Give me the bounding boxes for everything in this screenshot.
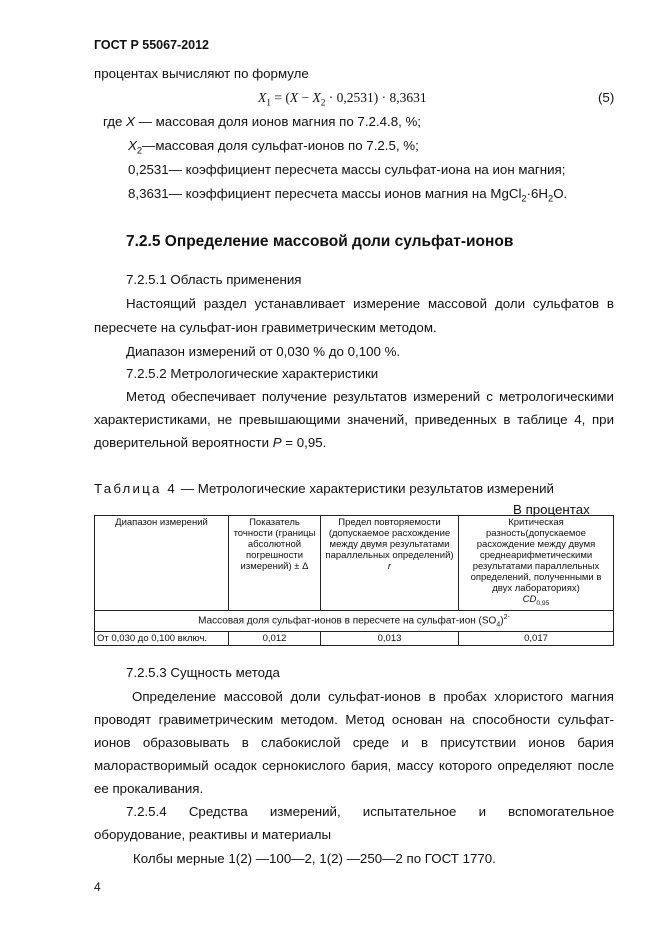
cell-range: От 0,030 до 0,100 включ. <box>95 632 229 646</box>
paragraph-metrology-line-3 <box>94 435 326 451</box>
paragraph-equipment-line-1: 7.2.5.4 Средства измерений, испытательное и вспомогательное <box>126 804 615 819</box>
paragraph-range: Диапазон измерений от 0,030 % до 0,100 %. <box>126 344 401 359</box>
span-text-pre: Массовая доля сульфат-ионов в пересчете на сульфат-ион (SO <box>198 615 497 627</box>
formula-rhs-x2: X <box>312 90 321 105</box>
where-text-4-mid: ·6H <box>526 186 549 201</box>
paragraph-metrology-title: 7.2.5.2 Метрологические характеристики <box>126 366 379 381</box>
where-text-2: —массовая доля сульфат-ионов по 7.2.5, %; <box>142 138 419 153</box>
where-sub-1: 2 <box>521 193 527 204</box>
table-span-cell <box>95 610 614 631</box>
where-sym-x2: X <box>128 138 137 153</box>
where-line-2 <box>128 138 419 159</box>
paragraph-scope-title: 7.2.5.1 Область применения <box>126 272 302 287</box>
cell-accuracy: 0,012 <box>229 632 321 646</box>
col-header-repeatability-sym: r <box>387 561 392 572</box>
metrology-sym-p: P <box>272 435 282 450</box>
metrology-text-pre: доверительной вероятности <box>94 435 273 450</box>
where-pre: где <box>103 114 127 129</box>
col-header-critical <box>459 516 614 611</box>
page-number: 4 <box>94 880 101 894</box>
where-sub-2: 2 <box>548 193 554 204</box>
paragraph-essence-line-1: Определение массовой доли сульфат-ионов в пробах хлористого магния <box>132 689 614 704</box>
formula-number: (5) <box>598 90 615 105</box>
span-text-post: ) <box>500 615 504 627</box>
formula-rhs-x: X <box>289 90 299 105</box>
cell-critical: 0,017 <box>459 632 614 646</box>
paragraph-scope-line-2: пересчете на сульфат-ион гравиметрическим методом. <box>94 320 437 335</box>
col-header-repeatability-text: Предел повторяемости (допускаемое расхождение между двумя результатами параллельных определений) <box>325 517 454 561</box>
col-header-critical-sub: 0,95 <box>536 599 550 607</box>
paragraph-metrology-line-1: Метод обеспечивает получение результатов измерений с метрологическими <box>126 389 614 404</box>
col-header-repeatability <box>321 516 459 611</box>
table-unit: В процентах <box>513 502 590 517</box>
col-header-critical-sym: CD <box>522 594 537 605</box>
where-sym-x: X <box>126 114 135 129</box>
table-span-row <box>95 610 614 631</box>
span-sub: 4 <box>496 621 501 629</box>
paragraph-essence-title: 7.2.5.3 Сущность метода <box>126 665 280 680</box>
intro-text: процентах вычисляют по формуле <box>94 66 309 81</box>
where-line-3: 0,2531— коэффициент пересчета массы сульфат-иона на ион магния; <box>128 162 566 177</box>
formula-rhs-pre: = ( <box>270 90 290 105</box>
col-header-critical-text: Критическая разность(допускаемое расхождение между двумя среднеарифметическими результатами параллельных определений, полученными в двух лабораториях) <box>470 517 602 594</box>
table-header-row <box>95 516 614 611</box>
paragraph-scope-line-1: Настоящий раздел устанавливает измерение массовой доли сульфатов в <box>126 296 614 311</box>
where-line-1 <box>103 114 421 130</box>
metrology-table <box>94 515 614 646</box>
metrology-text-post: = 0,95. <box>281 435 327 450</box>
where-text-4-post: O. <box>553 186 568 201</box>
where-line-4 <box>128 186 567 207</box>
standard-code-header: ГОСТ Р 55067-2012 <box>94 38 210 52</box>
section-heading: 7.2.5 Определение массовой доли сульфат-ионов <box>126 233 514 250</box>
paragraph-essence-line-2: проводят гравиметрическим методом. Метод основан на способности сульфат- <box>94 712 614 727</box>
cell-repeatability: 0,013 <box>321 632 459 646</box>
table-caption-label: Таблица 4 <box>94 481 178 496</box>
paragraph-essence-line-4: малорастворимый осадок сернокислого бария, массу которого определяют после <box>94 758 614 773</box>
col-header-accuracy: Показатель точности (границы абсолютной погрешности измерений) ± Δ <box>229 516 321 611</box>
table-caption-text: — Метрологические характеристики результатов измерений <box>177 481 554 496</box>
paragraph-essence-line-3: ионов образовывать в слабокислой среде и в присутствии ионов бария <box>94 735 614 750</box>
col-header-range: Диапазон измерений <box>95 516 229 611</box>
paragraph-essence-line-5: ее прокаливания. <box>94 781 204 796</box>
paragraph-equipment-line-2: оборудование, реактивы и материалы <box>94 827 332 842</box>
paragraph-metrology-line-2: характеристиками, не превышающими значений, приведенных в таблице 4, при <box>94 412 614 427</box>
formula-lhs: X <box>258 90 267 105</box>
where-text-4-pre: 8,3631— коэффициент пересчета массы ионов магния на MgCl <box>128 186 522 201</box>
formula-rhs-x2-sub: 2 <box>320 98 326 109</box>
formula-5 <box>258 90 427 109</box>
formula-rhs-mid: − <box>298 90 313 105</box>
paragraph-flasks: Колбы мерные 1(2) —100—2, 1(2) —250—2 по ГОСТ 1770. <box>133 851 496 866</box>
table-caption <box>94 481 554 497</box>
where-sym-x2-sub: 2 <box>136 145 143 156</box>
table-row <box>95 632 614 646</box>
where-text-1: — массовая доля ионов магния по 7.2.4.8, %; <box>134 114 421 129</box>
formula-rhs-post: · 0,2531) · 8,3631 <box>325 90 427 105</box>
span-sup: 2- <box>503 613 510 621</box>
formula-lhs-sub: 1 <box>266 98 271 109</box>
